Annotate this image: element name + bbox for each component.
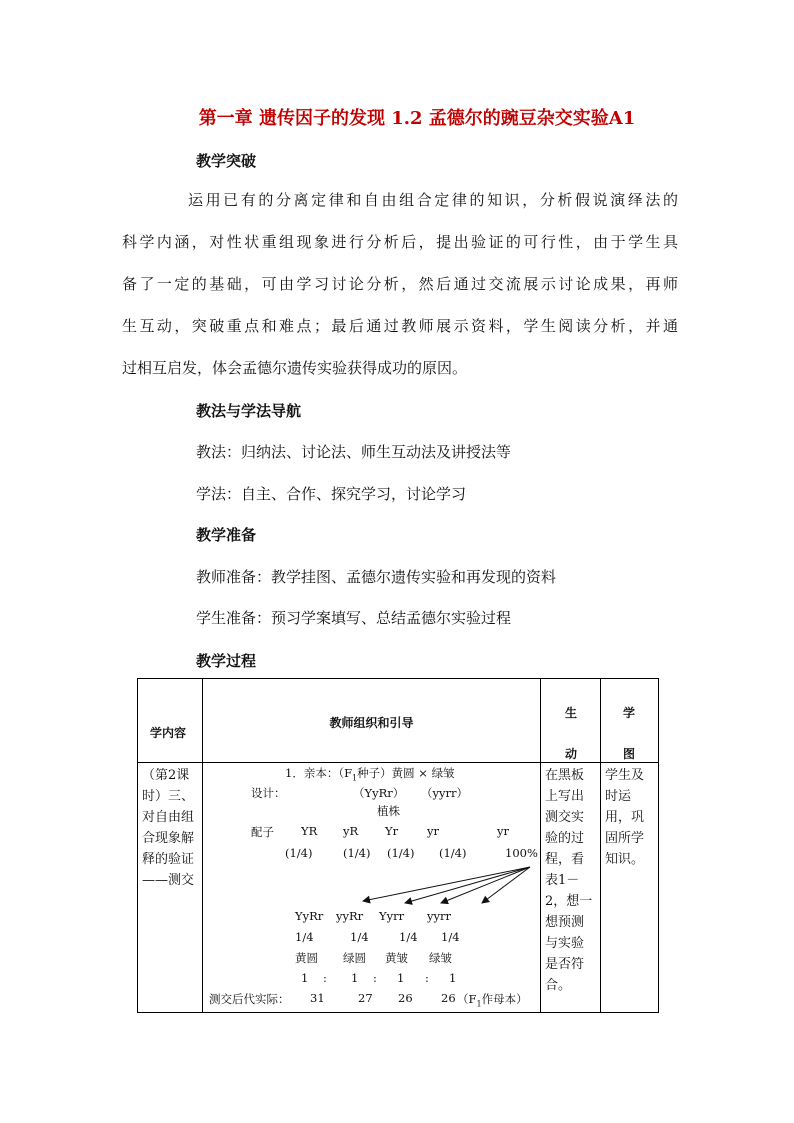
offspring-ratio: 1/4	[441, 930, 460, 944]
arrow-line	[405, 867, 530, 903]
heading-breakthrough: 教学突破	[196, 152, 257, 170]
actual-note: （$F_1$作母本）	[457, 992, 528, 1009]
arrow-line	[482, 867, 530, 903]
header-student: 生 动	[541, 679, 601, 763]
ratio-value: 1	[449, 971, 457, 985]
teaching-methods: 教法：归纳法、讨论法、师生互动法及讲授法等	[196, 443, 512, 461]
paragraph-line: 生互动，突破重点和难点；最后通过教师展示资料，学生阅读分析，并通	[122, 317, 678, 335]
paragraph-line: 备了一定的基础，可由学习讨论分析，然后通过交流展示讨论成果，再师	[122, 275, 678, 293]
content-cell: （第2课时）三、对自由组合现象解释的验证——测交	[138, 763, 203, 1013]
gamete: yR	[343, 824, 359, 838]
teacher-prep: 教师准备：教学挂图、孟德尔遗传实验和再发现的资料	[196, 568, 557, 586]
actual-count: 26	[441, 991, 456, 1005]
offspring-genotype: yyrr	[427, 909, 451, 923]
student-activity-cell: 在黑板上写出测交实验的过程，看表1－2，想一想预测与实验是否符合。	[541, 763, 601, 1013]
actual-count: 27	[358, 991, 373, 1005]
paragraph-breakthrough	[122, 190, 678, 400]
header-guide: 教师组织和引导	[203, 679, 541, 763]
gamete-ratio: (1/4)	[387, 846, 415, 860]
phenotype: 黄皱	[385, 951, 408, 965]
ratio-value: 1	[351, 971, 359, 985]
gamete: Yr	[385, 824, 399, 838]
gamete: yr	[427, 824, 439, 838]
genotype-yyrr-recessive: （yyrr）	[421, 786, 468, 800]
design-label: 设计：	[251, 786, 286, 800]
gamete-label: 配子	[251, 825, 274, 839]
learning-methods: 学法：自主、合作、探究学习，讨论学习	[196, 485, 467, 503]
ratio-value: 1	[301, 971, 309, 985]
table-header-row	[138, 679, 659, 763]
gamete-ratio: (1/4)	[285, 846, 313, 860]
arrow-line	[363, 867, 530, 901]
actual-count: 26	[398, 991, 413, 1005]
gamete: yr	[497, 824, 509, 838]
gamete-ratio: (1/4)	[439, 846, 467, 860]
offspring-genotype: YyRr	[295, 909, 324, 923]
student-prep: 学生准备：预习学案填写、总结孟德尔实验过程	[196, 609, 512, 627]
paragraph-line: 运用已有的分离定律和自由组合定律的知识，分析假说演绎法的	[188, 191, 678, 209]
gamete-ratio: (1/4)	[343, 846, 371, 860]
paragraph-line: 科学内涵，对性状重组现象进行分析后，提出验证的可行性，由于学生具	[122, 233, 678, 251]
table-row	[138, 763, 659, 1013]
offspring-genotype: Yyrr	[379, 909, 405, 923]
phenotype: 绿圆	[343, 951, 366, 965]
gamete-ratio: 100%	[505, 846, 538, 860]
ratio-colon: :	[425, 971, 429, 985]
diagram-cell	[203, 763, 541, 1013]
offspring-ratio: 1/4	[350, 930, 369, 944]
design-intent-cell: 学生及时运用，巩固所学知识。	[601, 763, 659, 1013]
process-table	[137, 678, 659, 1013]
heading-methods: 教法与学法导航	[196, 402, 302, 420]
heading-prep: 教学准备	[196, 526, 257, 544]
ratio-value: 1	[397, 971, 405, 985]
header-content: 学内容	[138, 679, 203, 763]
header-intent: 学 图	[601, 679, 659, 763]
offspring-ratio: 1/4	[295, 930, 314, 944]
gamete: YR	[301, 824, 318, 838]
page-title: 第一章 遗传因子的发现 1.2 孟德尔的豌豆杂交实验A1	[198, 108, 636, 129]
offspring-ratio: 1/4	[399, 930, 418, 944]
ratio-colon: :	[373, 971, 377, 985]
actual-count: 31	[310, 991, 325, 1005]
actual-results-label: 测交后代实际：	[209, 992, 290, 1006]
heading-process: 教学过程	[196, 652, 257, 670]
phenotype: 黄圆	[295, 951, 318, 965]
parents-line: 1．亲本：（$F_1$种子）黄圆 × 绿皱	[285, 766, 455, 783]
phenotype: 绿皱	[429, 951, 452, 965]
ratio-colon: :	[323, 971, 327, 985]
offspring-genotype: yyRr	[336, 909, 364, 923]
plant-label: 植株	[377, 804, 400, 818]
arrow-line	[441, 867, 530, 903]
paragraph-line: 过相互启发，体会孟德尔遗传实验获得成功的原因。	[122, 359, 468, 377]
genotype-yyrr-hetero: （YyRr）	[353, 786, 405, 800]
